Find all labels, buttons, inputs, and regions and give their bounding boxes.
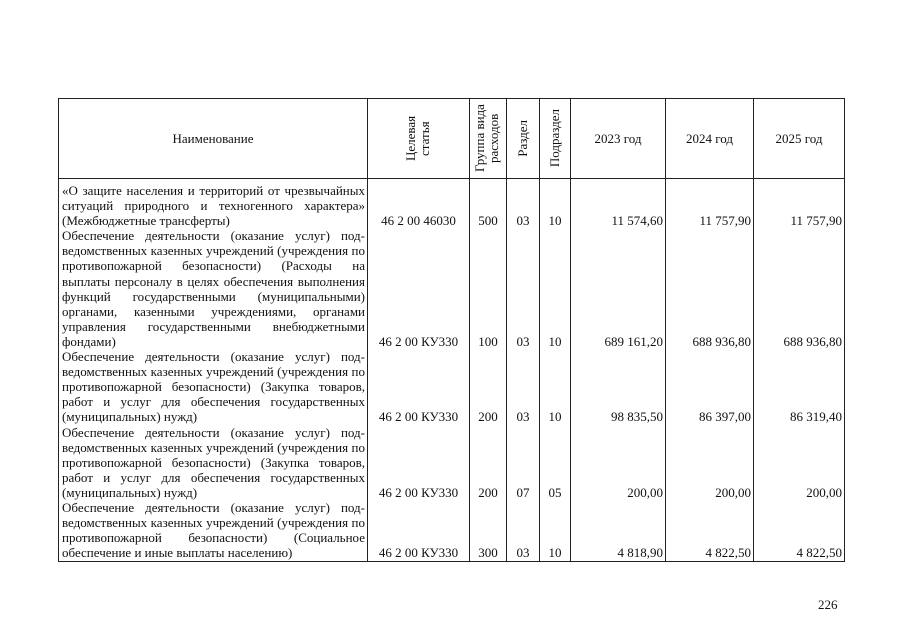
row-target-article: 46 2 00 46030 — [368, 179, 470, 229]
row-subsection: 10 — [540, 228, 571, 349]
page-number: 226 — [818, 597, 838, 612]
row-2023: 4 818,90 — [571, 500, 666, 562]
row-name: Обеспечение деятельности (оказание услуг) подведомственных казенных учреждений (учреждения по противопожарной безопасности) (Закупка товаров, работ и услуг для обеспечения государственных (муниципальных) нужд) — [59, 425, 368, 500]
row-2025: 4 822,50 — [754, 500, 845, 562]
budget-table — [58, 98, 845, 562]
row-expense-group: 500 — [470, 179, 507, 229]
table-row — [59, 500, 845, 562]
row-target-article: 46 2 00 КУ330 — [368, 500, 470, 562]
header-target-article: Целевая статья — [368, 99, 470, 179]
row-target-article: 46 2 00 КУ330 — [368, 425, 470, 500]
table-row — [59, 349, 845, 424]
row-2024: 4 822,50 — [666, 500, 754, 562]
row-subsection: 10 — [540, 500, 571, 562]
row-2025: 86 319,40 — [754, 349, 845, 424]
row-2025: 200,00 — [754, 425, 845, 500]
row-2023: 98 835,50 — [571, 349, 666, 424]
row-expense-group: 200 — [470, 349, 507, 424]
row-section: 03 — [507, 228, 540, 349]
row-name: Обеспечение деятельности (оказание услуг) подведомственных казенных учреждений (учреждения по противопожарной безопасности) (Закупка товаров, работ и услуг для обеспечения государственных (муниципальных) нужд) — [59, 349, 368, 424]
header-expense-group: Группа вида расходов — [470, 99, 507, 179]
header-2025: 2025 год — [754, 99, 845, 179]
row-2024: 200,00 — [666, 425, 754, 500]
row-expense-group: 300 — [470, 500, 507, 562]
row-2024: 86 397,00 — [666, 349, 754, 424]
row-section: 03 — [507, 179, 540, 229]
row-name: «О защите населения и территорий от чрезвычайных ситуаций природного и техногенного характера» (Межбюджетные трансферты) — [59, 179, 368, 229]
row-expense-group: 100 — [470, 228, 507, 349]
row-subsection: 10 — [540, 349, 571, 424]
header-2024: 2024 год — [666, 99, 754, 179]
table-row — [59, 228, 845, 349]
row-2024: 11 757,90 — [666, 179, 754, 229]
row-name: Обеспечение деятельности (оказание услуг) подведомственных казенных учреждений (учреждения по противопожарной безопасности) (Расходы на выплаты персоналу в целях обеспечения выполнения функций государственными (муниципальными) органами, казенными учреждениями, органами управления государственными внебюджетными фондами) — [59, 228, 368, 349]
row-2024: 688 936,80 — [666, 228, 754, 349]
header-section: Раздел — [507, 99, 540, 179]
row-2023: 689 161,20 — [571, 228, 666, 349]
header-name: Наименование — [59, 99, 368, 179]
row-target-article: 46 2 00 КУ330 — [368, 228, 470, 349]
row-subsection: 05 — [540, 425, 571, 500]
row-section: 03 — [507, 500, 540, 562]
row-section: 07 — [507, 425, 540, 500]
header-2023: 2023 год — [571, 99, 666, 179]
row-2023: 11 574,60 — [571, 179, 666, 229]
row-2023: 200,00 — [571, 425, 666, 500]
header-subsection: Подраздел — [540, 99, 571, 179]
row-subsection: 10 — [540, 179, 571, 229]
row-section: 03 — [507, 349, 540, 424]
row-expense-group: 200 — [470, 425, 507, 500]
table-row — [59, 425, 845, 500]
row-target-article: 46 2 00 КУ330 — [368, 349, 470, 424]
table-header-row — [59, 99, 845, 179]
row-name: Обеспечение деятельности (оказание услуг) подведомственных казенных учреждений (учреждения по противопожарной безопасности) (Социальное обеспечение и иные выплаты населению) — [59, 500, 368, 562]
row-2025: 688 936,80 — [754, 228, 845, 349]
row-2025: 11 757,90 — [754, 179, 845, 229]
table-row — [59, 179, 845, 229]
